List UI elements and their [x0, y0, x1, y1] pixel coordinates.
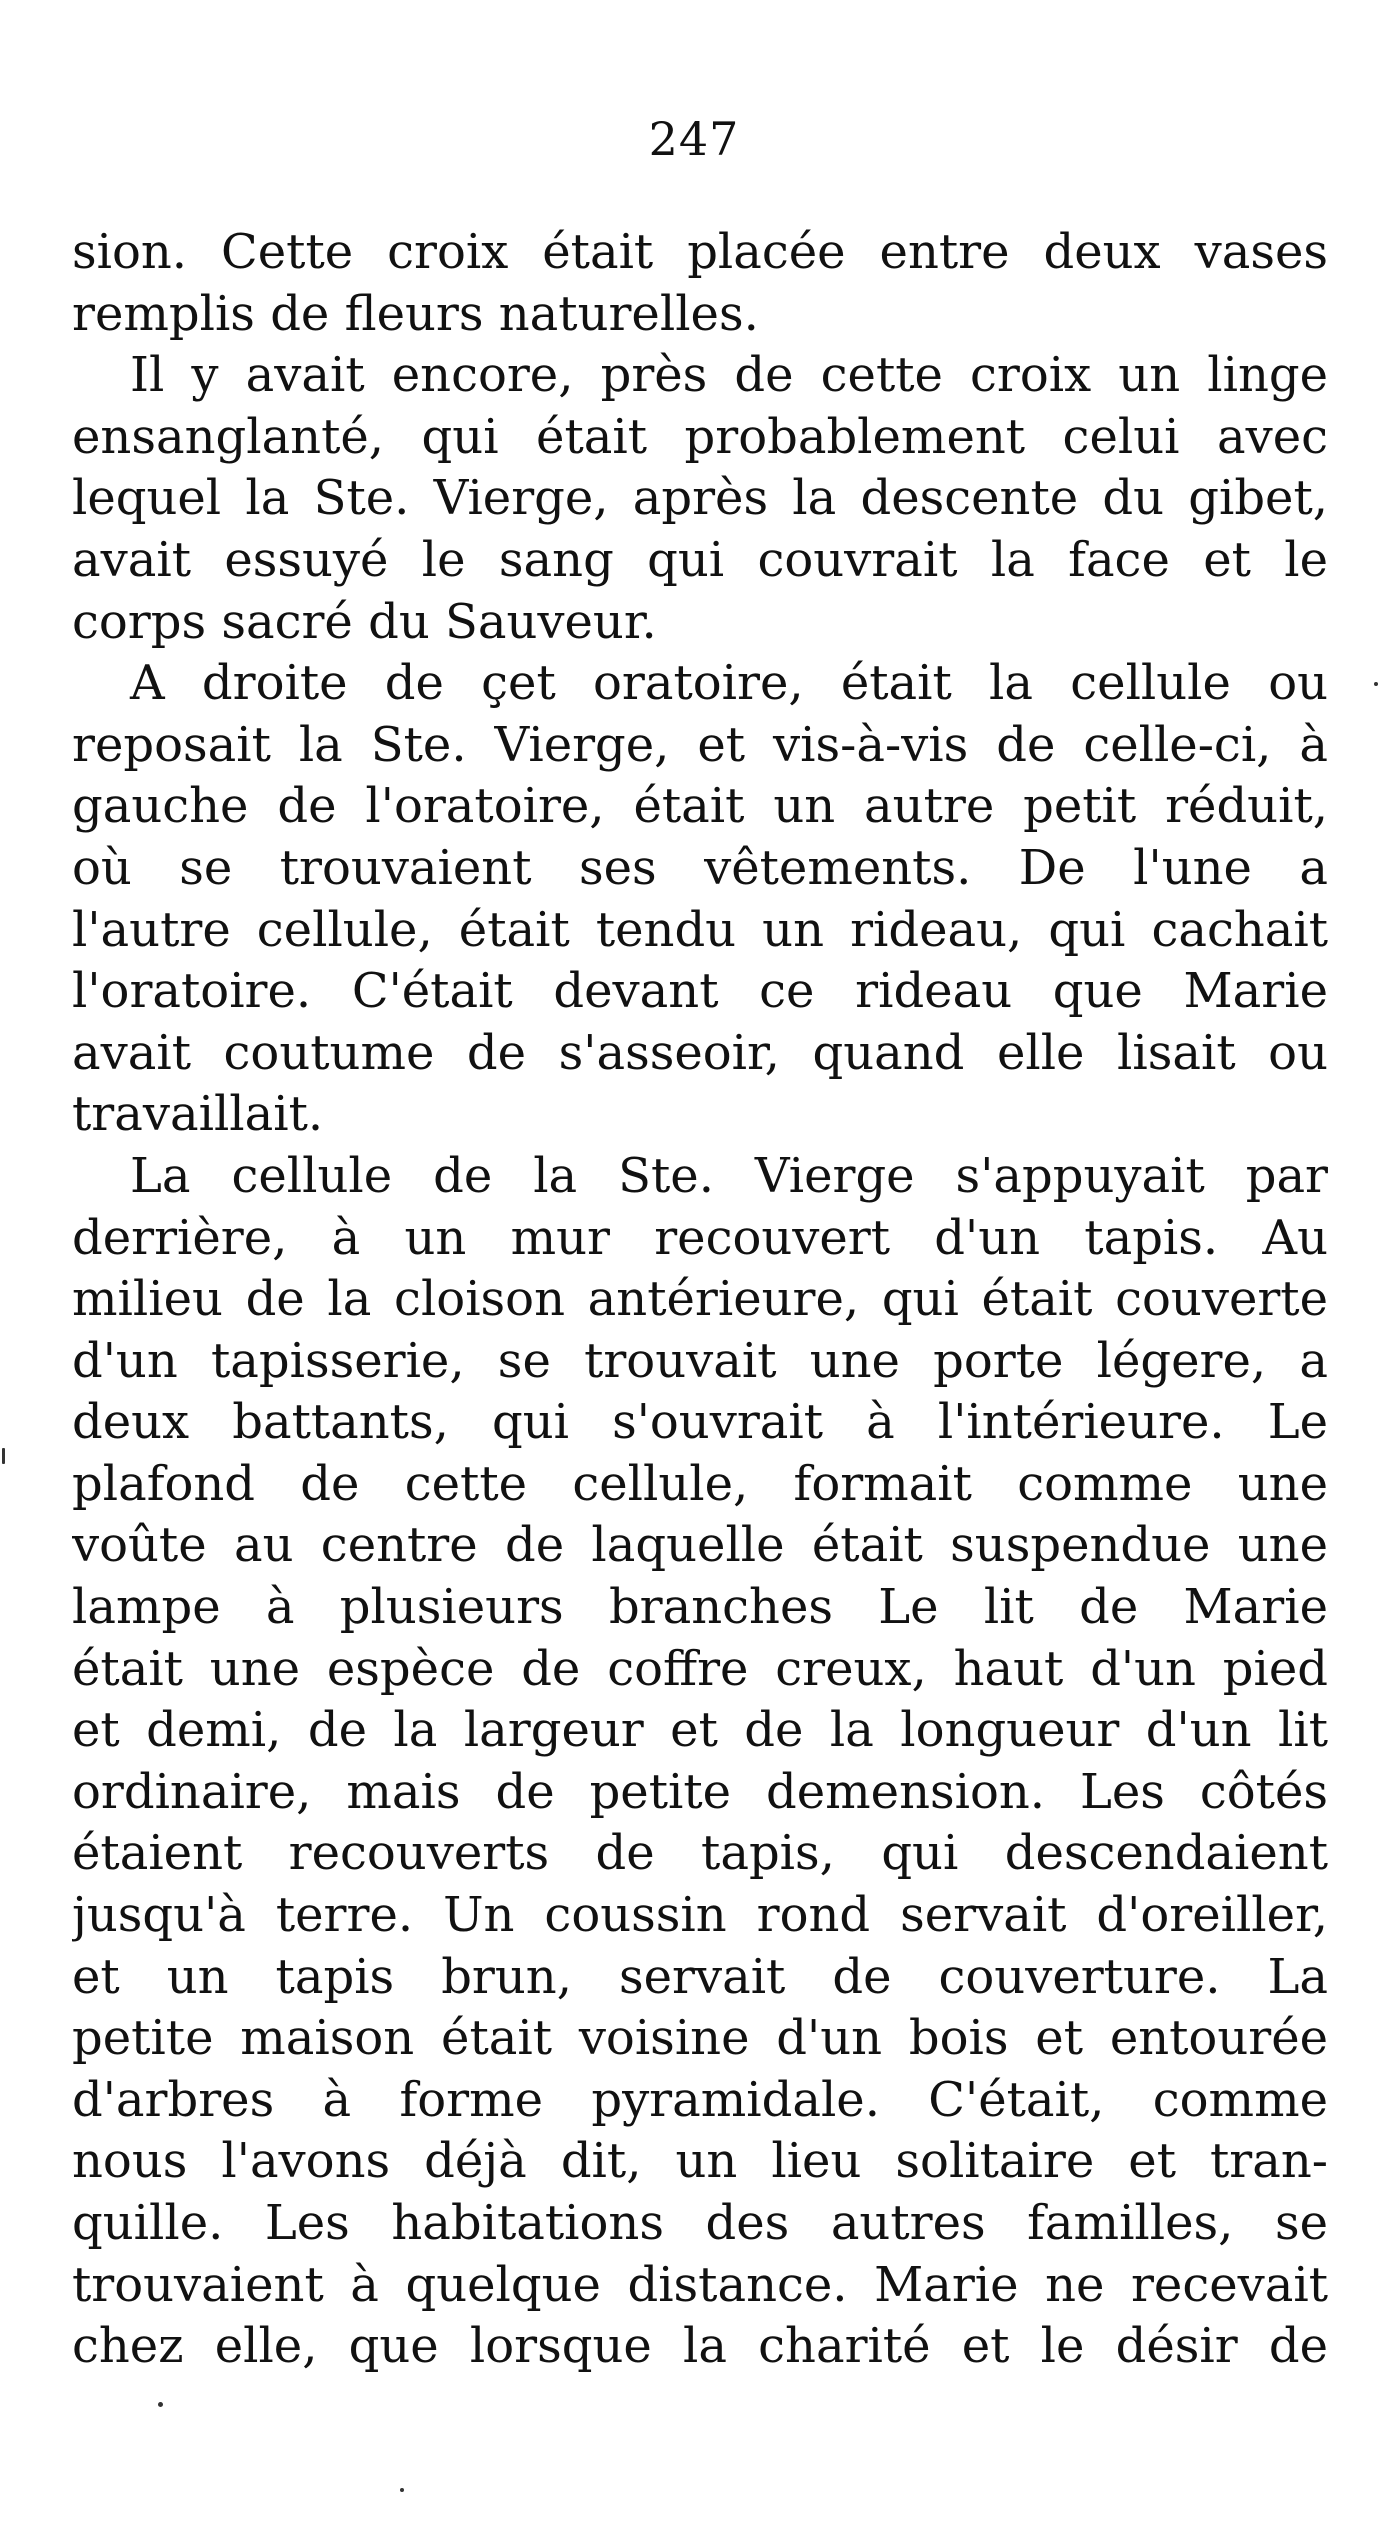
- text-line: Il y avait encore, près de cette croix un linge: [130, 347, 1328, 404]
- text-line: corps sacré du Sauveur.: [72, 593, 657, 650]
- text-line: plafond de cette cellule, formait comme une: [72, 1455, 1328, 1512]
- text-line: quille. Les habitations des autres familles, se: [72, 2195, 1328, 2251]
- text-line: voûte au centre de laquelle était suspendue une: [72, 1517, 1328, 1574]
- page-number: 247: [648, 112, 740, 166]
- text-line: était une espèce de coffre creux, haut d'un pied: [72, 1640, 1328, 1697]
- text-line: nous l'avons déjà dit, un lieu solitaire et tran-: [72, 2133, 1328, 2190]
- text-line: A droite de çet oratoire, était la cellule ou: [130, 655, 1328, 712]
- text-line: étaient recouverts de tapis, qui descendaient: [72, 1825, 1328, 1882]
- text-line: l'oratoire. C'était devant ce rideau que Marie: [72, 963, 1328, 1020]
- text-line: travaillait.: [72, 1086, 324, 1143]
- scan-speck: [1374, 682, 1378, 686]
- text-line: et demi, de la largeur et de la longueur d'un lit: [72, 1702, 1328, 1759]
- body-text: [72, 222, 1328, 2378]
- text-line: La cellule de la Ste. Vierge s'appuyait par: [130, 1147, 1328, 1204]
- text-line: avait essuyé le sang qui couvrait la face et le: [72, 531, 1328, 588]
- scan-speck: [2, 1448, 5, 1464]
- text-line: trouvaient à quelque distance. Marie ne recevait: [72, 2256, 1328, 2313]
- text-line: où se trouvaient ses vêtements. De l'une a: [72, 839, 1328, 896]
- text-line: chez elle, que lorsque la charité et le désir de: [72, 2318, 1328, 2375]
- scan-speck: [400, 2488, 404, 2492]
- text-line: d'arbres à forme pyramidale. C'était, comme: [72, 2071, 1328, 2128]
- text-line: milieu de la cloison antérieure, qui était couverte: [72, 1271, 1328, 1328]
- text-line: petite maison était voisine d'un bois et entourée: [72, 2010, 1328, 2067]
- scan-speck: [158, 2402, 163, 2407]
- text-line: gauche de l'oratoire, était un autre petit réduit,: [72, 778, 1328, 835]
- text-line: et un tapis brun, servait de couverture. La: [72, 1948, 1328, 2005]
- text-line: lampe à plusieurs branches Le lit de Marie: [72, 1579, 1328, 1636]
- text-line: d'un tapisserie, se trouvait une porte légere, a: [72, 1332, 1328, 1389]
- text-line: l'autre cellule, était tendu un rideau, qui cachait: [72, 901, 1328, 958]
- text-line: remplis de fleurs naturelles.: [72, 285, 759, 342]
- text-line: sion. Cette croix était placée entre deux vases: [72, 224, 1328, 280]
- text-line: jusqu'à terre. Un coussin rond servait d'oreiller,: [72, 1887, 1328, 1944]
- text-line: avait coutume de s'asseoir, quand elle lisait ou: [72, 1024, 1328, 1081]
- text-line: ordinaire, mais de petite demension. Les côtés: [72, 1763, 1328, 1820]
- text-line: deux battants, qui s'ouvrait à l'intérieure. Le: [72, 1394, 1328, 1451]
- text-line: reposait la Ste. Vierge, et vis-à-vis de celle-ci, à: [72, 716, 1328, 773]
- text-line: derrière, à un mur recouvert d'un tapis. Au: [72, 1209, 1328, 1266]
- text-line: ensanglanté, qui était probablement celui avec: [72, 408, 1328, 465]
- text-line: lequel la Ste. Vierge, après la descente du gibet,: [72, 470, 1328, 527]
